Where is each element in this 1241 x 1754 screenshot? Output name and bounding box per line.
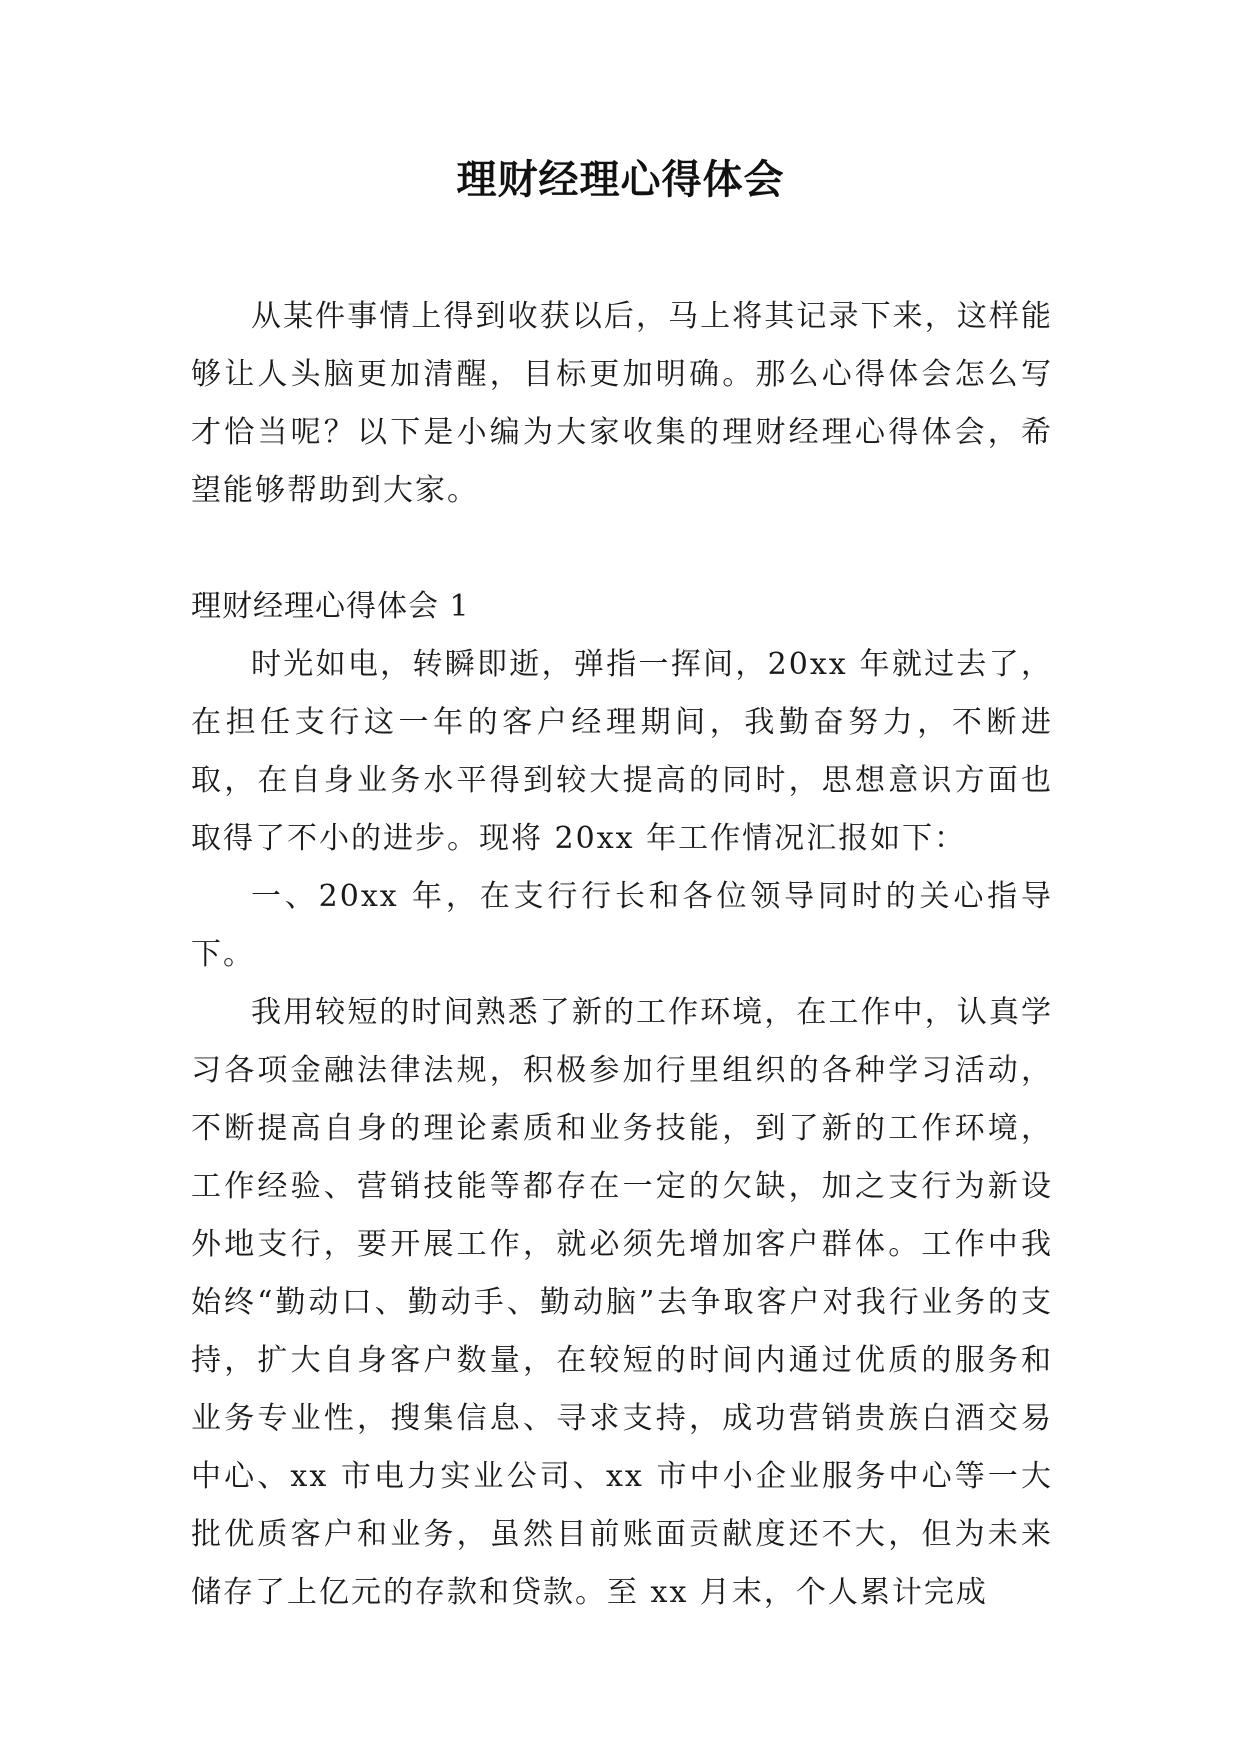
intro-block (191, 288, 1053, 520)
document-title: 理财经理心得体会 (456, 157, 785, 203)
section-heading: 理财经理心得体会 1 (191, 589, 470, 624)
paragraph: 时光如电，转瞬即逝，弹指一挥间，20xx 年就过去了，在担任支行这一年的客户经理期间，我勤奋努力，不断进取，在自身业务水平得到较大提高的同时，思想意识方面也取得了不小的进步。现将 20xx 年工作情况汇报如下： (191, 647, 1053, 856)
paragraph: 我用较短的时间熟悉了新的工作环境，在工作中，认真学习各项金融法律法规，积极参加行里组织的各种学习活动，不断提高自身的理论素质和业务技能，到了新的工作环境，工作经验、营销技能等都存在一定的欠缺，加之支行为新设外地支行，要开展工作，就必须先增加客户群体。工作中我始终“勤动口、勤动手、勤动脑”去争取客户对我行业务的支持，扩大自身客户数量，在较短的时间内通过优质的服务和业务专业性，搜集信息、寻求支持，成功营销贵族白酒交易中心、xx 市电力实业公司、xx 市中小企业服务中心等一大批优质客户和业务，虽然目前账面贡献度还不大，但为未来储存了上亿元的存款和贷款。至 xx 月末，个人累计完成 (191, 995, 1053, 1610)
section-body (191, 636, 1053, 1622)
paragraph: 一、20xx 年，在支行行长和各位领导同时的关心指导下。 (191, 879, 1053, 972)
intro-paragraph: 从某件事情上得到收获以后，马上将其记录下来，这样能够让人头脑更加清醒，目标更加明确。那么心得体会怎么写才恰当呢？以下是小编为大家收集的理财经理心得体会，希望能够帮助到大家。 (191, 299, 1053, 508)
